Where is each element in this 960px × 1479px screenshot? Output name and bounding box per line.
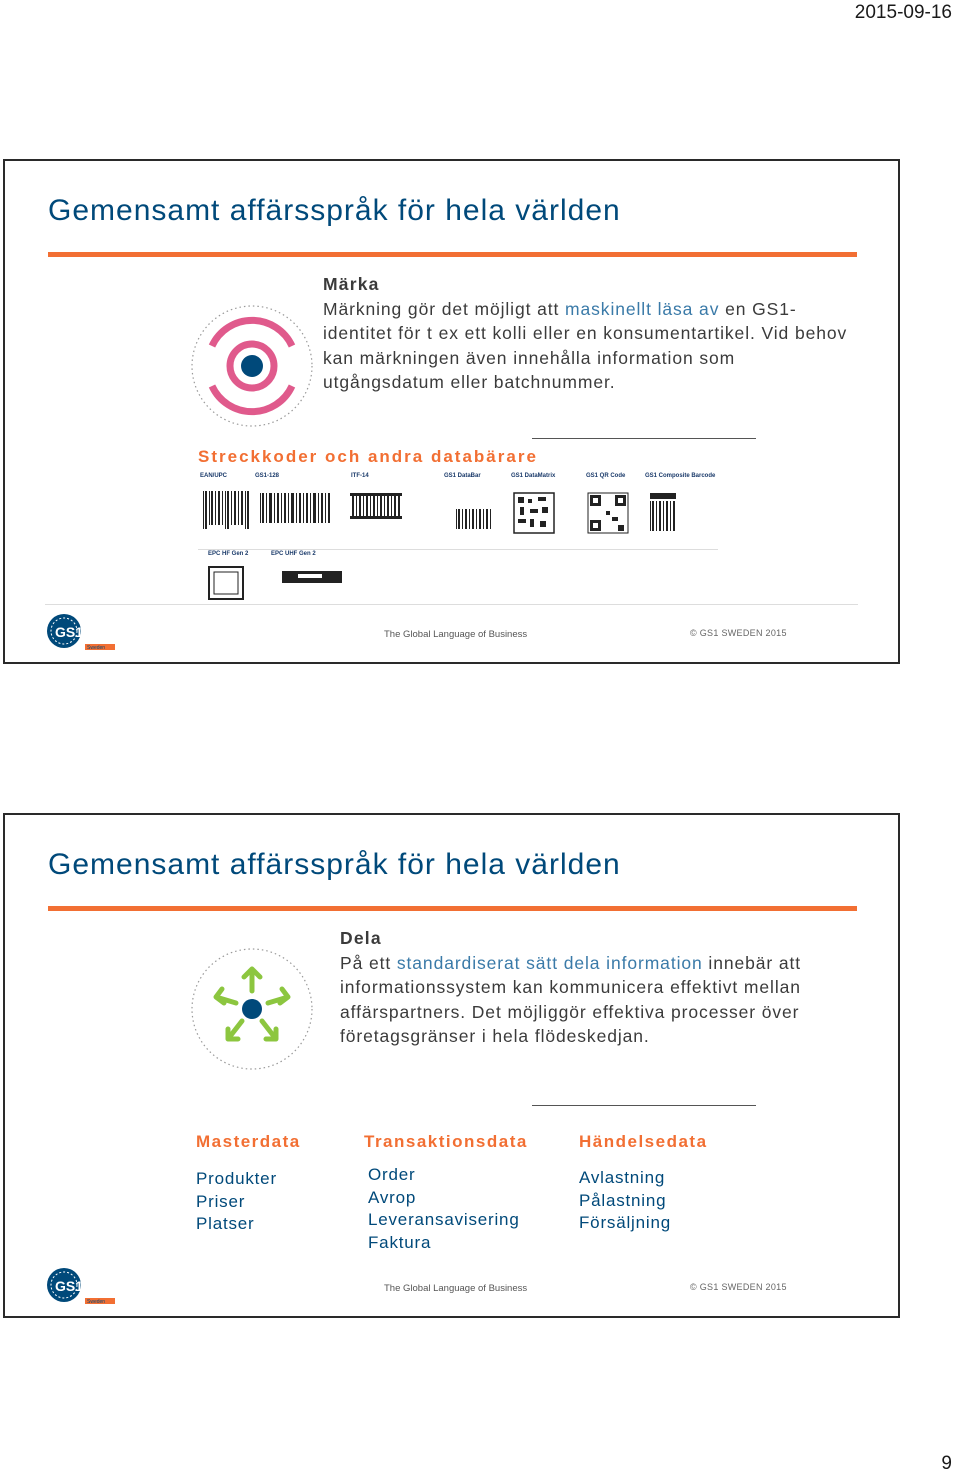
barcode-label-itf14: ITF-14 [351, 473, 369, 479]
mark-heading: Märka [323, 274, 380, 294]
list-item: Försäljning [579, 1213, 671, 1232]
list-item: Priser [196, 1191, 246, 1211]
footer-copyright: © GS1 SWEDEN 2015 [690, 628, 787, 638]
share-body-start: På ett [340, 952, 397, 973]
list-item: Platser [196, 1214, 255, 1233]
list-item: Produkter [196, 1169, 277, 1188]
list-item: Avlastning [579, 1168, 666, 1187]
share-body-end: innebär att informationssystem kan kommunicera effektivt mellan affärspartners. Det möjliggör effektiva processer över företagsgränser i hela flödeskedjan. [340, 952, 802, 1046]
footer-divider [45, 604, 858, 605]
gs1-logo-subtext: Sweden [87, 1299, 106, 1305]
share-description [340, 926, 830, 1049]
gs1-logo-text: GS1 [55, 624, 84, 640]
section-divider [532, 438, 756, 439]
column-list-transaktionsdata [368, 1164, 520, 1254]
column-head-handelsedata: Händelsedata [579, 1132, 708, 1151]
column-list-masterdata [196, 1168, 277, 1236]
column-list-handelsedata [579, 1167, 671, 1235]
title-divider [48, 252, 857, 257]
barcode-row-divider [198, 549, 718, 550]
barcode-label-datamatrix: GS1 DataMatrix [511, 473, 556, 479]
barcode-label-databar: GS1 DataBar [444, 473, 481, 479]
column-head-transaktionsdata: Transaktionsdata [364, 1132, 528, 1151]
footer-tagline: The Global Language of Business [384, 629, 528, 640]
barcode-graphics [198, 485, 718, 555]
slide-share [3, 813, 900, 1318]
gs1-logo-text: GS1 [55, 1278, 84, 1294]
mark-description [323, 272, 858, 395]
gs1-logo [45, 613, 125, 655]
list-item: Leveransavisering [368, 1210, 520, 1229]
epc-label-hf: EPC HF Gen 2 [208, 551, 249, 557]
rfid-tag-graphics [208, 565, 348, 605]
barcode-label-qr: GS1 QR Code [586, 473, 626, 479]
barcode-label-ean: EAN/UPC [200, 473, 228, 479]
section-divider [532, 1105, 756, 1106]
footer-copyright: © GS1 SWEDEN 2015 [690, 1282, 787, 1292]
gs1-logo-subtext: Sweden [87, 645, 106, 651]
mark-body-highlight: maskinellt läsa av [565, 298, 720, 319]
barcodes-section-label: Streckkoder och andra databärare [198, 447, 538, 466]
list-item: Pålastning [579, 1190, 667, 1210]
gs1-logo [45, 1267, 125, 1309]
barcode-examples [198, 473, 718, 613]
epc-label-uhf: EPC UHF Gen 2 [271, 551, 316, 557]
list-item: Avrop [368, 1187, 417, 1207]
share-body-highlight: standardiserat sätt dela information [396, 952, 703, 973]
barcode-label-gs1-128: GS1-128 [255, 473, 280, 479]
barcode-label-composite: GS1 Composite Barcode [645, 473, 716, 479]
slide-mark [3, 159, 900, 664]
mark-signal-icon [188, 302, 316, 430]
slide-title: Gemensamt affärsspråk för hela världen [48, 848, 621, 881]
share-heading: Dela [340, 928, 382, 948]
mark-body-end: en GS1-identitet för t ex ett kolli eller en konsumentartikel. Vid behov kan märkningen även innehålla information som utgångsdatum eller batchnummer. [323, 298, 848, 392]
title-divider [48, 906, 857, 911]
list-item: Faktura [368, 1232, 432, 1252]
slide-title: Gemensamt affärsspråk för hela världen [48, 194, 621, 227]
share-arrows-icon [188, 945, 316, 1073]
footer-tagline: The Global Language of Business [384, 1283, 528, 1294]
mark-body-start: Märkning gör det möjligt att [323, 298, 566, 319]
column-head-masterdata: Masterdata [196, 1132, 301, 1151]
print-date: 2015-09-16 [854, 2, 952, 23]
page-number: 9 [941, 1453, 952, 1474]
list-item: Order [368, 1165, 416, 1184]
